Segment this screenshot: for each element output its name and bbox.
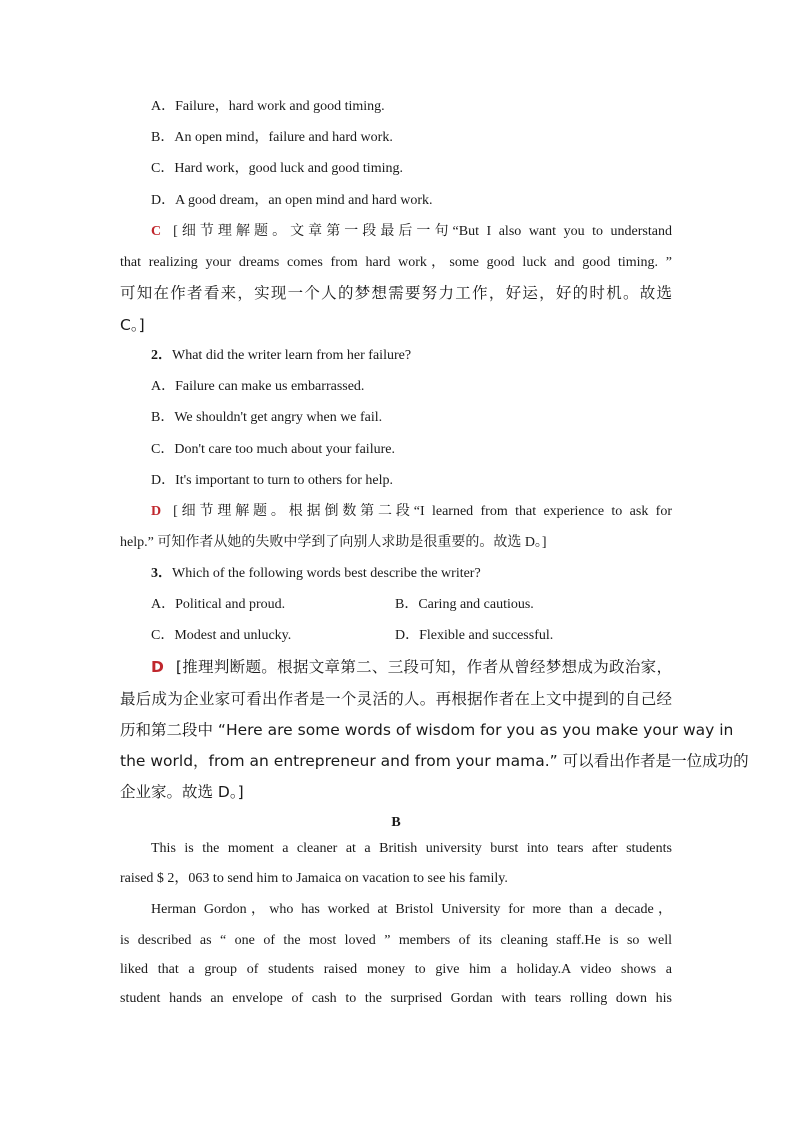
paragraph-line: This is the moment a cleaner at a British university burst into tears after students [151, 841, 672, 856]
paragraph-line: raised $ 2，063 to send him to Jamaica on vacation to see his family. [120, 871, 508, 886]
q3-option-d: D．Flexible and successful. [395, 628, 554, 643]
q2-option-d: D．It's important to turn to others for help. [151, 473, 394, 488]
q1-option-c: C．Hard work，good luck and good timing. [151, 161, 403, 176]
q3-explanation-line: D [推理判断题。根据文章第二、三段可知，作者从曾经梦想成为政治家， [151, 658, 672, 676]
q1-explanation-line: C [细节理解题。文章第一段最后一句“But I also want you to understand [151, 224, 672, 239]
q1-explanation-line: C。] [120, 316, 145, 334]
q3-question: 3．Which of the following words best describe the writer? [151, 566, 481, 581]
q3-option-b: B．Caring and cautious. [395, 597, 534, 612]
q1-option-a: A．Failure，hard work and good timing. [151, 99, 385, 114]
paragraph-line: liked that a group of students raised money to give him a holiday.A video shows a [120, 962, 672, 977]
q2-explanation-line: help.” 可知作者从她的失败中学到了向别人求助是很重要的。故选 D。] [120, 535, 547, 550]
q1-option-b: B．An open mind，failure and hard work. [151, 130, 393, 145]
paragraph-line: student hands an envelope of cash to the surprised Gordan with tears rolling down his [120, 991, 672, 1006]
paragraph-line: is described as “ one of the most loved ” members of its cleaning staff.He is so well [120, 933, 672, 948]
q2-option-c: C．Don't care too much about your failure. [151, 442, 395, 457]
q2-answer: D [151, 504, 162, 519]
q2-explanation-line: D [细节理解题。根据倒数第二段“I learned from that experience to ask for [151, 504, 672, 519]
q3-explanation-line: 历和第二段中 “Here are some words of wisdom for you as you make your way in [120, 721, 734, 739]
section-heading: B [391, 815, 401, 830]
q3-explanation-line: 企业家。故选 D。] [120, 783, 244, 801]
q1-answer: C [151, 224, 162, 239]
q1-option-d: D．A good dream，an open mind and hard work. [151, 193, 433, 208]
q2-question: 2．What did the writer learn from her failure? [151, 348, 412, 363]
paragraph-line: Herman Gordon，who has worked at Bristol University for more than a decade， [151, 902, 672, 917]
q3-explanation-line: the world，from an entrepreneur and from your mama.” 可以看出作者是一位成功的 [120, 752, 749, 770]
q3-option-a: A．Political and proud. [151, 597, 286, 612]
q2-option-b: B．We shouldn't get angry when we fail. [151, 410, 383, 425]
q1-explanation-line: 可知在作者看来，实现一个人的梦想需要努力工作，好运，好的时机。故选 [120, 284, 672, 302]
q2-option-a: A．Failure can make us embarrassed. [151, 379, 365, 394]
q3-answer: D [151, 658, 164, 676]
q3-option-c: C．Modest and unlucky. [151, 628, 292, 643]
q3-explanation-line: 最后成为企业家可看出作者是一个灵活的人。再根据作者在上文中提到的自己经 [120, 690, 672, 708]
q1-explanation-line: that realizing your dreams comes from hard work，some good luck and good timing. ” [120, 255, 672, 270]
